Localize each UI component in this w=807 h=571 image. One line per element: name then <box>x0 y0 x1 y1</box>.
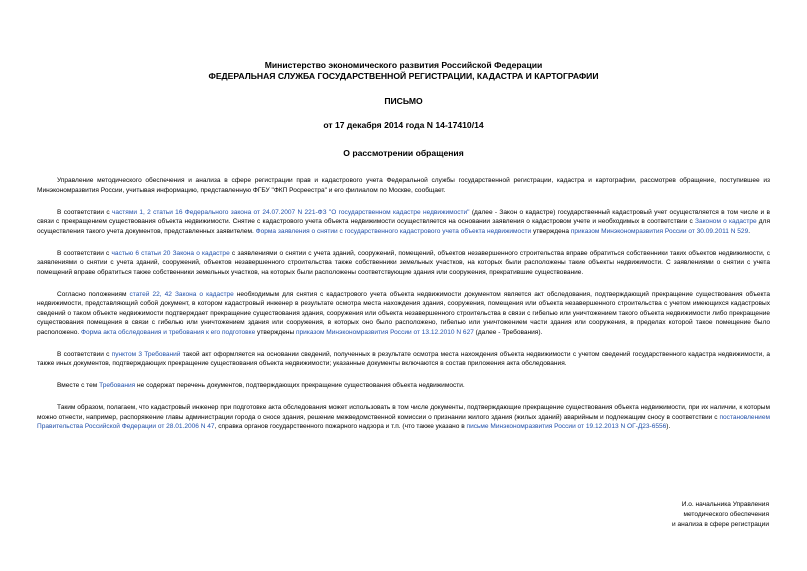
paragraph-1: Управление методического обеспечения и анализа в сфере регистрации прав и кадастрового учета Федеральной службы государственной регистрации, кадастра и картографии, рассмотрев обращение, поступившее из Минэкономразвития России, учитывая информацию, представленную ФГБУ "ФКП Росреестра" и его филиалом по Москве, сообщает. <box>37 177 770 194</box>
resolution-47-link[interactable]: постановлением Правительства Российской Федерации от 28.01.2006 N 47 <box>37 413 770 430</box>
text-span: (далее - Закон о кадастре) государственный кадастровый учет осуществляется в том числе и в связи с прекращением существования объекта недвижимости. Снятие с кадастрового учета объекта недвижимости осуществляется на основании заявления о кадастровом учете и необходимых в соответствии с <box>37 208 770 225</box>
signature-line-2: методического обеспечения <box>683 511 769 518</box>
text-span: (далее - Требования). <box>473 328 543 336</box>
text-span: В соответствии с <box>57 249 112 257</box>
paragraph-6 <box>37 381 770 391</box>
paragraph-7 <box>37 403 770 432</box>
document-header <box>37 60 770 82</box>
text-span: ). <box>666 423 671 430</box>
ministry-name: Министерство экономического развития Российской Федерации <box>264 60 543 70</box>
text-span: с заявлениями о снятии с учета зданий, сооружений, помещений, объектов незавершенного строительства вправе обратиться собственники таких объектов недвижимости, с заявлениями о снятии с учета зданий, сооружений, объектов незавершенного строительства также собственники земельных участков, на которых были расположены такие объекты недвижимости. С заявлениями о снятии с учета помещений вправе обратиться также собственники земельных участков, на которых были расположены соответствующие здания или сооружения, прекратившие существование. <box>37 249 771 276</box>
order-529-link[interactable]: приказом Минэкономразвития России от 30.09.2011 N 529 <box>570 227 749 235</box>
signature-block <box>672 500 769 530</box>
text-span: утверждена <box>531 227 571 235</box>
article-20-link[interactable]: частью 6 статьи 20 Закона о кадастре <box>111 249 230 257</box>
paragraph-4 <box>37 290 770 338</box>
text-span: не содержат перечень документов, подтверждающих прекращение существования объекта недвижимости. <box>135 382 465 389</box>
text-span: утверждены <box>255 328 296 336</box>
requirements-clause-3-link[interactable]: пунктом 3 Требований <box>111 350 181 358</box>
text-span: такой акт оформляется на основании сведений, полученных в результате осмотра места нахождения объекта недвижимости с учетом сведений государственного кадастра недвижимости, а также иных документов, подтверждающих прекращение существования объекта недвижимости; указанные документы включаются в состав приложения акта обследования. <box>37 350 770 367</box>
requirements-link[interactable]: Требования <box>99 382 136 389</box>
signature-line-1: И.о. начальника Управления <box>681 501 769 508</box>
order-627-link[interactable]: приказом Минэкономразвития России от 13.12.2010 N 627 <box>296 328 474 336</box>
service-name: ФЕДЕРАЛЬНАЯ СЛУЖБА ГОСУДАРСТВЕННОЙ РЕГИСТРАЦИИ, КАДАСТРА И КАРТОГРАФИИ <box>208 71 599 81</box>
cadastre-law-link[interactable]: Законом о кадастре <box>695 218 757 225</box>
text-span: Согласно положениям <box>57 290 130 298</box>
text-span: В соответствии с <box>57 208 112 216</box>
document-date-number: от 17 декабря 2014 года N 14-17410/14 <box>323 120 484 130</box>
text-span: для осуществления такого учета документов, представленных заявителем. <box>37 218 770 235</box>
paragraph-5 <box>37 350 770 369</box>
letter-og-d23-6556-link[interactable]: письме Минэкономразвития России от 19.12.2013 N ОГ-Д23-6556 <box>466 423 667 430</box>
document-subject: О рассмотрении обращения <box>343 148 464 158</box>
text-span: , справка органов государственного пожарного надзора и т.п. (что также указано в <box>214 423 467 430</box>
paragraph-2 <box>37 208 770 237</box>
text-span: . <box>748 227 751 235</box>
articles-22-42-link[interactable]: статей 22, 42 Закона о кадастре <box>129 290 234 298</box>
law-221fz-link[interactable]: частями 1, 2 статьи 16 Федерального закона от 24.07.2007 N 221-ФЗ "О государственном кадастре недвижимости" <box>111 208 470 216</box>
text-span: Вместе с тем <box>57 382 100 389</box>
paragraph-3 <box>37 249 770 278</box>
document-type: ПИСЬМО <box>384 96 423 106</box>
application-form-link[interactable]: Форма заявления о снятии с государственного кадастрового учета объекта недвижимости <box>255 227 532 235</box>
inspection-act-form-link[interactable]: Форма акта обследования и требования к его подготовке <box>80 328 256 336</box>
text-span: необходимым для снятия с кадастрового учета объекта недвижимости документом является акт обследования, подтверждающий прекращение существования объекта недвижимости, представляющий собой документ, в котором кадастровый инженер в результате осмотра места нахождения здания, сооружения, помещения или объекта незавершенного строительства с учетом имеющихся кадастровых сведений о таком объекте недвижимости подтверждает прекращение существования здания, сооружения или объекта незавершенного строительства в связи с гибелью или уничтожением такого объекта недвижимости либо прекращение существования помещения в связи с гибелью или уничтожением здания или сооружения, в которых оно было расположено, гибелью или уничтожением части здания или сооружения, в пределах которой такое помещение было расположено. <box>37 290 770 336</box>
text-span: В соответствии с <box>57 350 112 358</box>
text-span: Таким образом, полагаем, что кадастровый инженер при подготовке акта обследования может использовать в том числе документы, подтверждающие прекращение существования объекта недвижимости, при их наличии, к которым можно отнести, например, распоряжение главы администрации города о сносе здания, решение межведомственной комиссии о признании жилого здания (жилых зданий) аварийным и подлежащим сносу в соответствии с <box>37 404 770 421</box>
signature-line-3: и анализа в сфере регистрации <box>672 521 769 528</box>
document-body <box>37 176 770 432</box>
